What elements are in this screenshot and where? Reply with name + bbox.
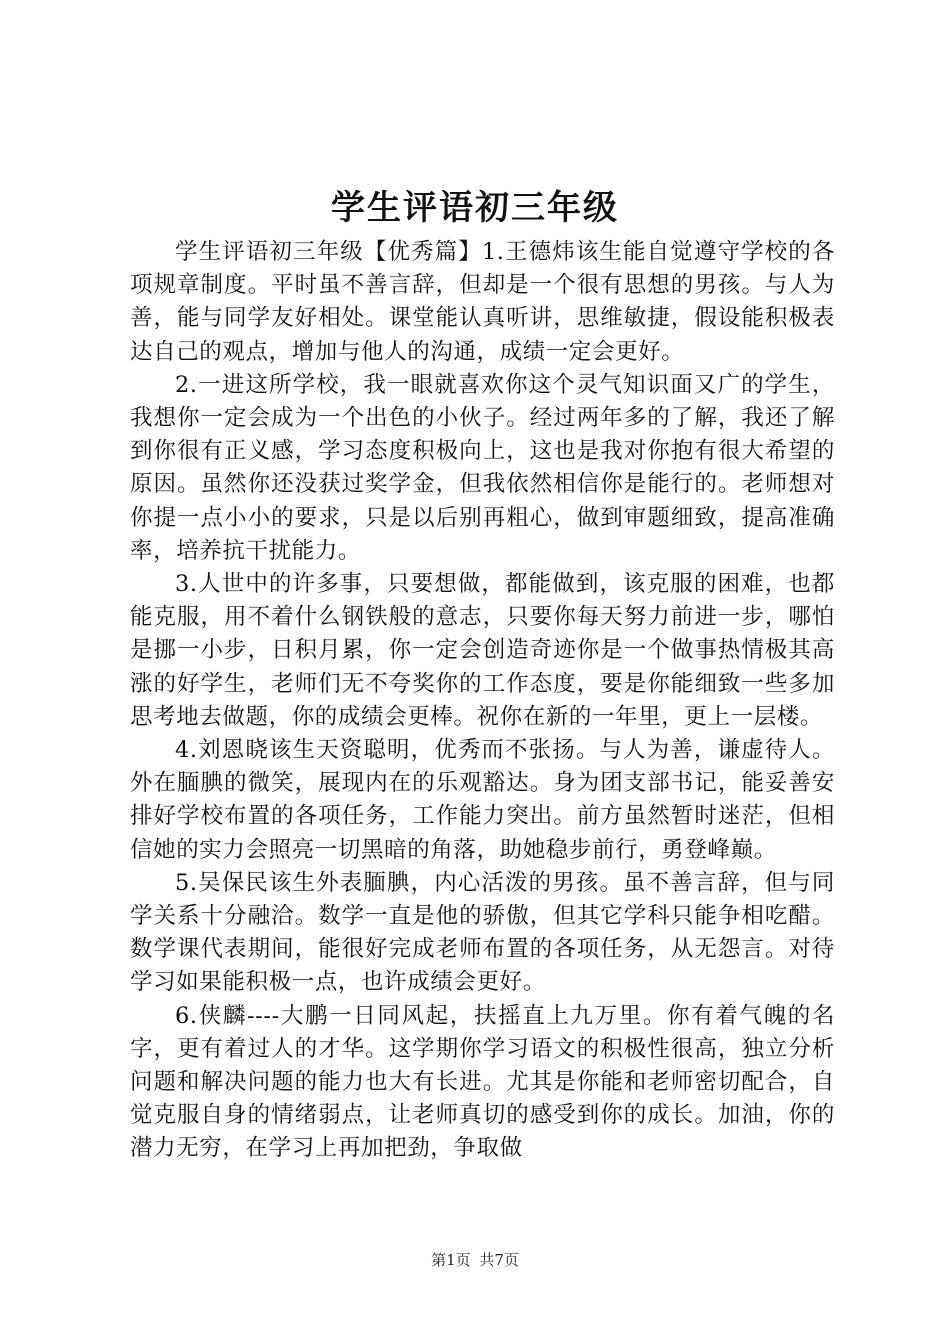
page-total: 共7页 bbox=[479, 1251, 519, 1269]
document-title: 学生评语初三年级 bbox=[331, 188, 619, 228]
paragraph-5: 5.吴保民该生外表腼腆，内心活泼的男孩。虽不善言辞，但与同学关系十分融洽。数学一直是他的骄傲，但其它学科只能争相吃醋。数学课代表期间，能很好完成老师布置的各项任务，从无怨言。对待学习如果能积极一点，也许成绩会更好。 bbox=[130, 869, 835, 996]
paragraph-4: 4.刘恩晓该生天资聪明，优秀而不张扬。与人为善，谦虚待人。外在腼腆的微笑，展现内在的乐观豁达。身为团支部书记，能妥善安排好学校布置的各项任务，工作能力突出。前方虽然暂时迷茫，但相信她的实力会照亮一切黑暗的角落，助她稳步前行，勇登峰巅。 bbox=[130, 737, 835, 863]
paragraph-3: 3.人世中的许多事，只要想做，都能做到，该克服的困难，也都能克服，用不着什么钢铁般的意志，只要你每天努力前进一步，哪怕是挪一小步，日积月累，你一定会创造奇迹你是一个做事热情极其高涨的好学生，老师们无不夸奖你的工作态度，要是你能细致一些多加思考地去做题，你的成绩会更棒。祝你在新的一年里，更上一层楼。 bbox=[130, 571, 835, 730]
page-number: 第1页 bbox=[431, 1251, 471, 1269]
paragraph-2: 2.一进这所学校，我一眼就喜欢你这个灵气知识面又广的学生，我想你一定会成为一个出色的小伙子。经过两年多的了解，我还了解到你很有正义感，学习态度积极向上，这也是我对你抱有很大希望的原因。虽然你还没获过奖学金，但我依然相信你是能行的。老师想对你提一点小小的要求，只是以后别再粗心，做到审题细致，提高准确率，培养抗干扰能力。 bbox=[130, 371, 835, 564]
page-footer bbox=[0, 1250, 950, 1270]
document-body bbox=[130, 236, 835, 1166]
paragraph-1: 学生评语初三年级【优秀篇】1.王德炜该生能自觉遵守学校的各项规章制度。平时虽不善言辞，但却是一个很有思想的男孩。与人为善，能与同学友好相处。课堂能认真听讲，思维敏捷，假设能积极表达自己的观点，增加与他人的沟通，成绩一定会更好。 bbox=[130, 239, 835, 365]
paragraph-6: 6.侠麟----大鹏一日同风起，扶摇直上九万里。你有着气魄的名字，更有着过人的才华。这学期你学习语文的积极性很高，独立分析问题和解决问题的能力也大有长进。尤其是你能和老师密切配合，自觉克服自身的情绪弱点，让老师真切的感受到你的成长。加油，你的潜力无穷，在学习上再加把劲，争取做 bbox=[130, 1002, 835, 1162]
